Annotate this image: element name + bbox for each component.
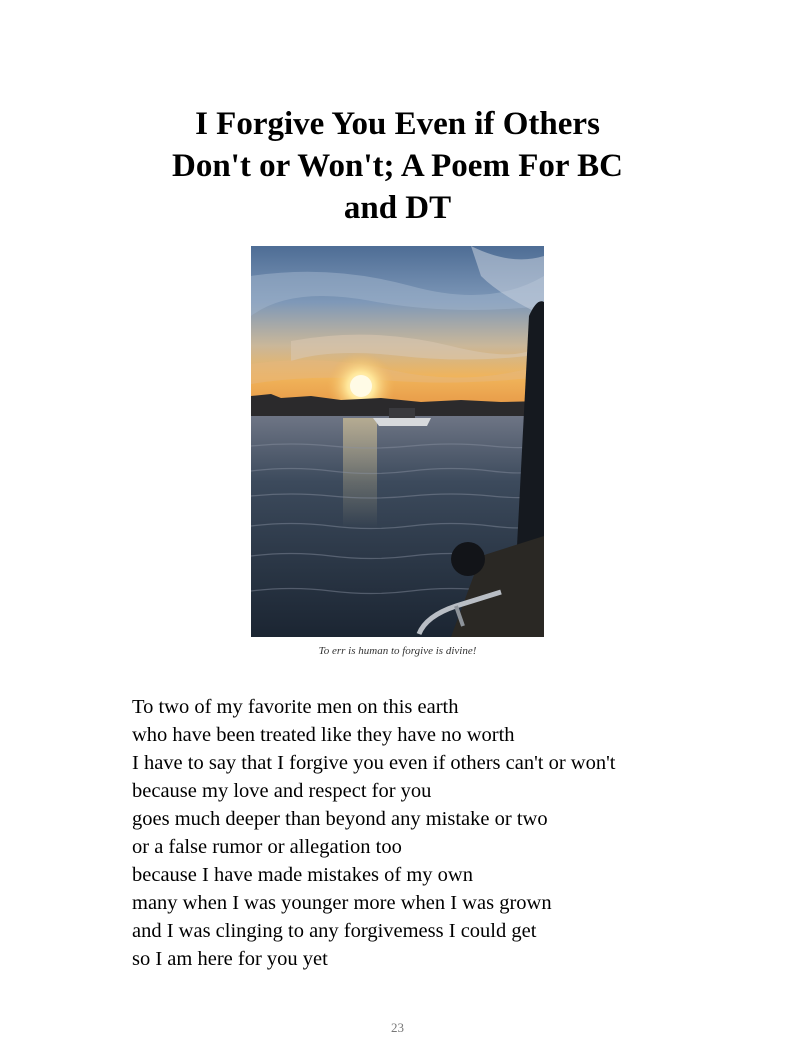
- poem-line: I have to say that I forgive you even if others can't or won't: [132, 752, 616, 774]
- title-line: I Forgive You Even if Others: [195, 106, 600, 142]
- title-line: and DT: [343, 190, 452, 226]
- poem-line: so I am here for you yet: [132, 948, 328, 970]
- poem-line: or a false rumor or allegation too: [132, 836, 402, 858]
- page-title: [120, 103, 675, 229]
- sunset-photo: [251, 246, 544, 637]
- poem-line: because my love and respect for you: [132, 780, 432, 802]
- poem-body: [132, 693, 616, 973]
- poem-line: goes much deeper than beyond any mistake or two: [132, 808, 548, 830]
- photo-caption: To err is human to forgive is divine!: [318, 645, 477, 657]
- poem-line: many when I was younger more when I was grown: [132, 892, 552, 914]
- poem-line: To two of my favorite men on this earth: [132, 696, 459, 718]
- poem-line: because I have made mistakes of my own: [132, 864, 473, 886]
- page-number: 23: [391, 1020, 404, 1035]
- poem-line: and I was clinging to any forgivemess I could get: [132, 920, 537, 942]
- title-line: Don't or Won't; A Poem For BC: [171, 148, 623, 184]
- poem-line: who have been treated like they have no worth: [132, 724, 515, 746]
